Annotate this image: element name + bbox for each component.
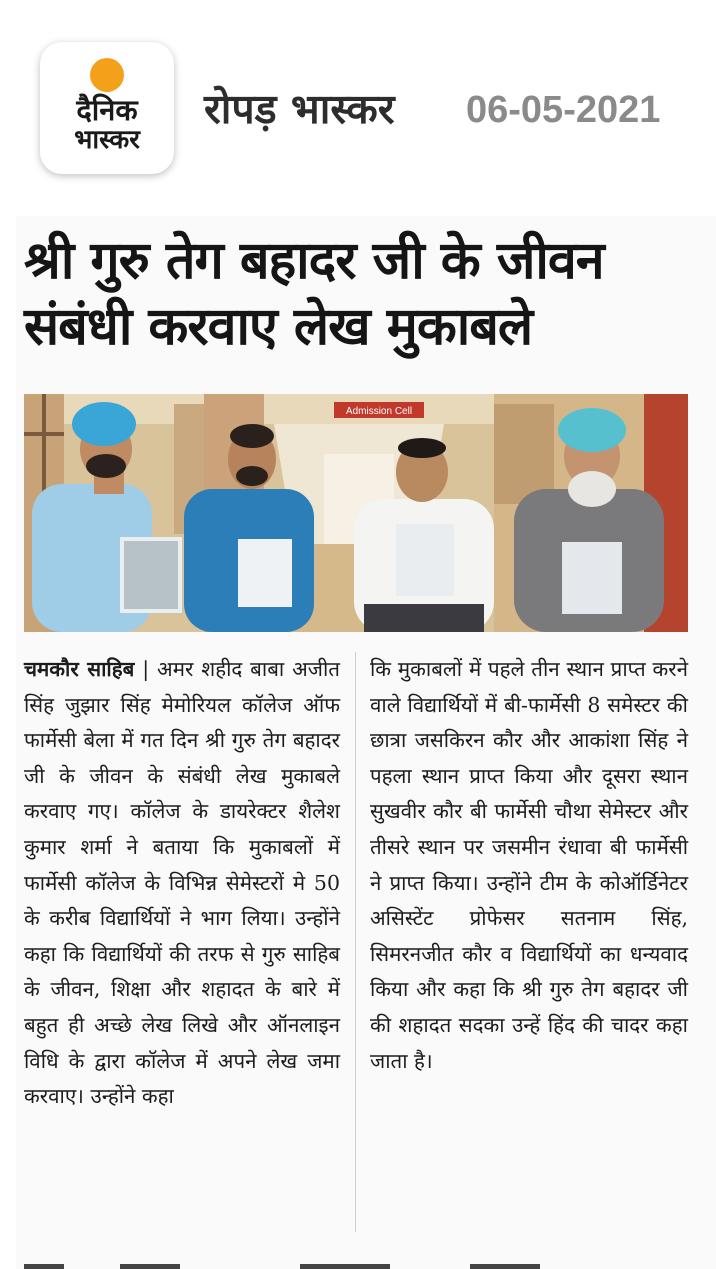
article-body-col2: कि मुकाबलों में पहले तीन स्थान प्राप्त करने वाले विद्यार्थियों में बी-फार्मेसी 8 समेस्टर की छात्रा जसकिरन कौर और आकांशा सिंह ने पहला स्थान प्राप्त किया और दूसरा स्थान सुखवीर कौर बी फार्मेसी चौथा सेमेस्टर और तीसरे स्थान पर जसमीन रंधावा बी फार्मेसी ने प्राप्त किया। उन्होंने टीम के कोऑर्डिनेटर असिस्टेंट प्रोफेसर सतनाम सिंह, सिमरनजीत कौर व विद्यार्थियों का धन्यवाद किया और कहा कि श्री गुरु तेग बहादर जी की शहादत सदका उन्हें हिंद की चादर कहा जाता है।: [370, 657, 688, 1073]
edition-title: रोपड़ भास्कर: [204, 85, 395, 133]
dainik-bhaskar-logo[interactable]: [40, 42, 174, 174]
article-body-col1: अमर शहीद बाबा अजीत सिंह जुझार सिंह मेमोरियल कॉलेज ऑफ फार्मेसी बेला में गत दिन श्री गुरु तेग बहादर जी के जीवन के संबंधी लेख मुकाबले करवाए गए। कॉलेज के डायरेक्टर शैलेश कुमार शर्मा ने बताया कि मुकाबलों में फार्मेसी कॉलेज के विभिन्न सेमेस्टरों मे 50 के करीब विद्यार्थियों ने भाग लिया। उन्होंने कहा कि विद्यार्थियों की तरफ से गुरु साहिब के जीवन, शिक्षा और शहादत के बारे में बहुत ही अच्छे लेख लिखे और ऑनलाइन विधि के द्वारा कॉलेज में अपने लेख जमा करवाए। उन्होंने कहा: [24, 657, 340, 1109]
app-header: [0, 0, 716, 210]
headline-line2: संबंधी करवाए लेख मुकाबले: [24, 297, 533, 357]
article-headline: [24, 228, 704, 360]
photo-illustration: [24, 394, 688, 632]
edition-date: 06-05-2021: [466, 89, 661, 131]
article-column-1: चमकौर साहिब | अमर शहीद बाबा अजीत सिंह जुझार सिंह मेमोरियल कॉलेज ऑफ फार्मेसी बेला में गत दिन श्री गुरु तेग बहादर जी के जीवन के संबंधी लेख मुकाबले करवाए गए। कॉलेज के डायरेक्टर शैलेश कुमार शर्मा ने बताया कि मुकाबलों में फार्मेसी कॉलेज के विभिन्न सेमेस्टरों मे 50 के करीब विद्यार्थियों ने भाग लिया। उन्होंने कहा कि विद्यार्थियों की तरफ से गुरु साहिब के जीवन, शिक्षा और शहादत के बारे में बहुत ही अच्छे लेख लिखे और ऑनलाइन विधि के द्वारा कॉलेज में अपने लेख जमा करवाए। उन्होंने कहा: [24, 657, 340, 1109]
headline-line1: श्री गुरु तेग बहादर जी के जीवन: [24, 231, 604, 291]
sun-dot-icon: [90, 58, 124, 92]
next-article-cutoff: [0, 1255, 716, 1269]
article-column-2: [370, 652, 688, 1079]
dateline: चमकौर साहिब: [24, 657, 135, 681]
cutoff-text-fragments: [0, 1256, 716, 1269]
logo-line2: भास्कर: [74, 125, 140, 155]
admission-cell-sign: Admission Cell: [345, 406, 413, 417]
logo-line1: दैनिक: [76, 93, 138, 127]
column-divider: [355, 652, 356, 1232]
article-photo: [24, 394, 688, 632]
